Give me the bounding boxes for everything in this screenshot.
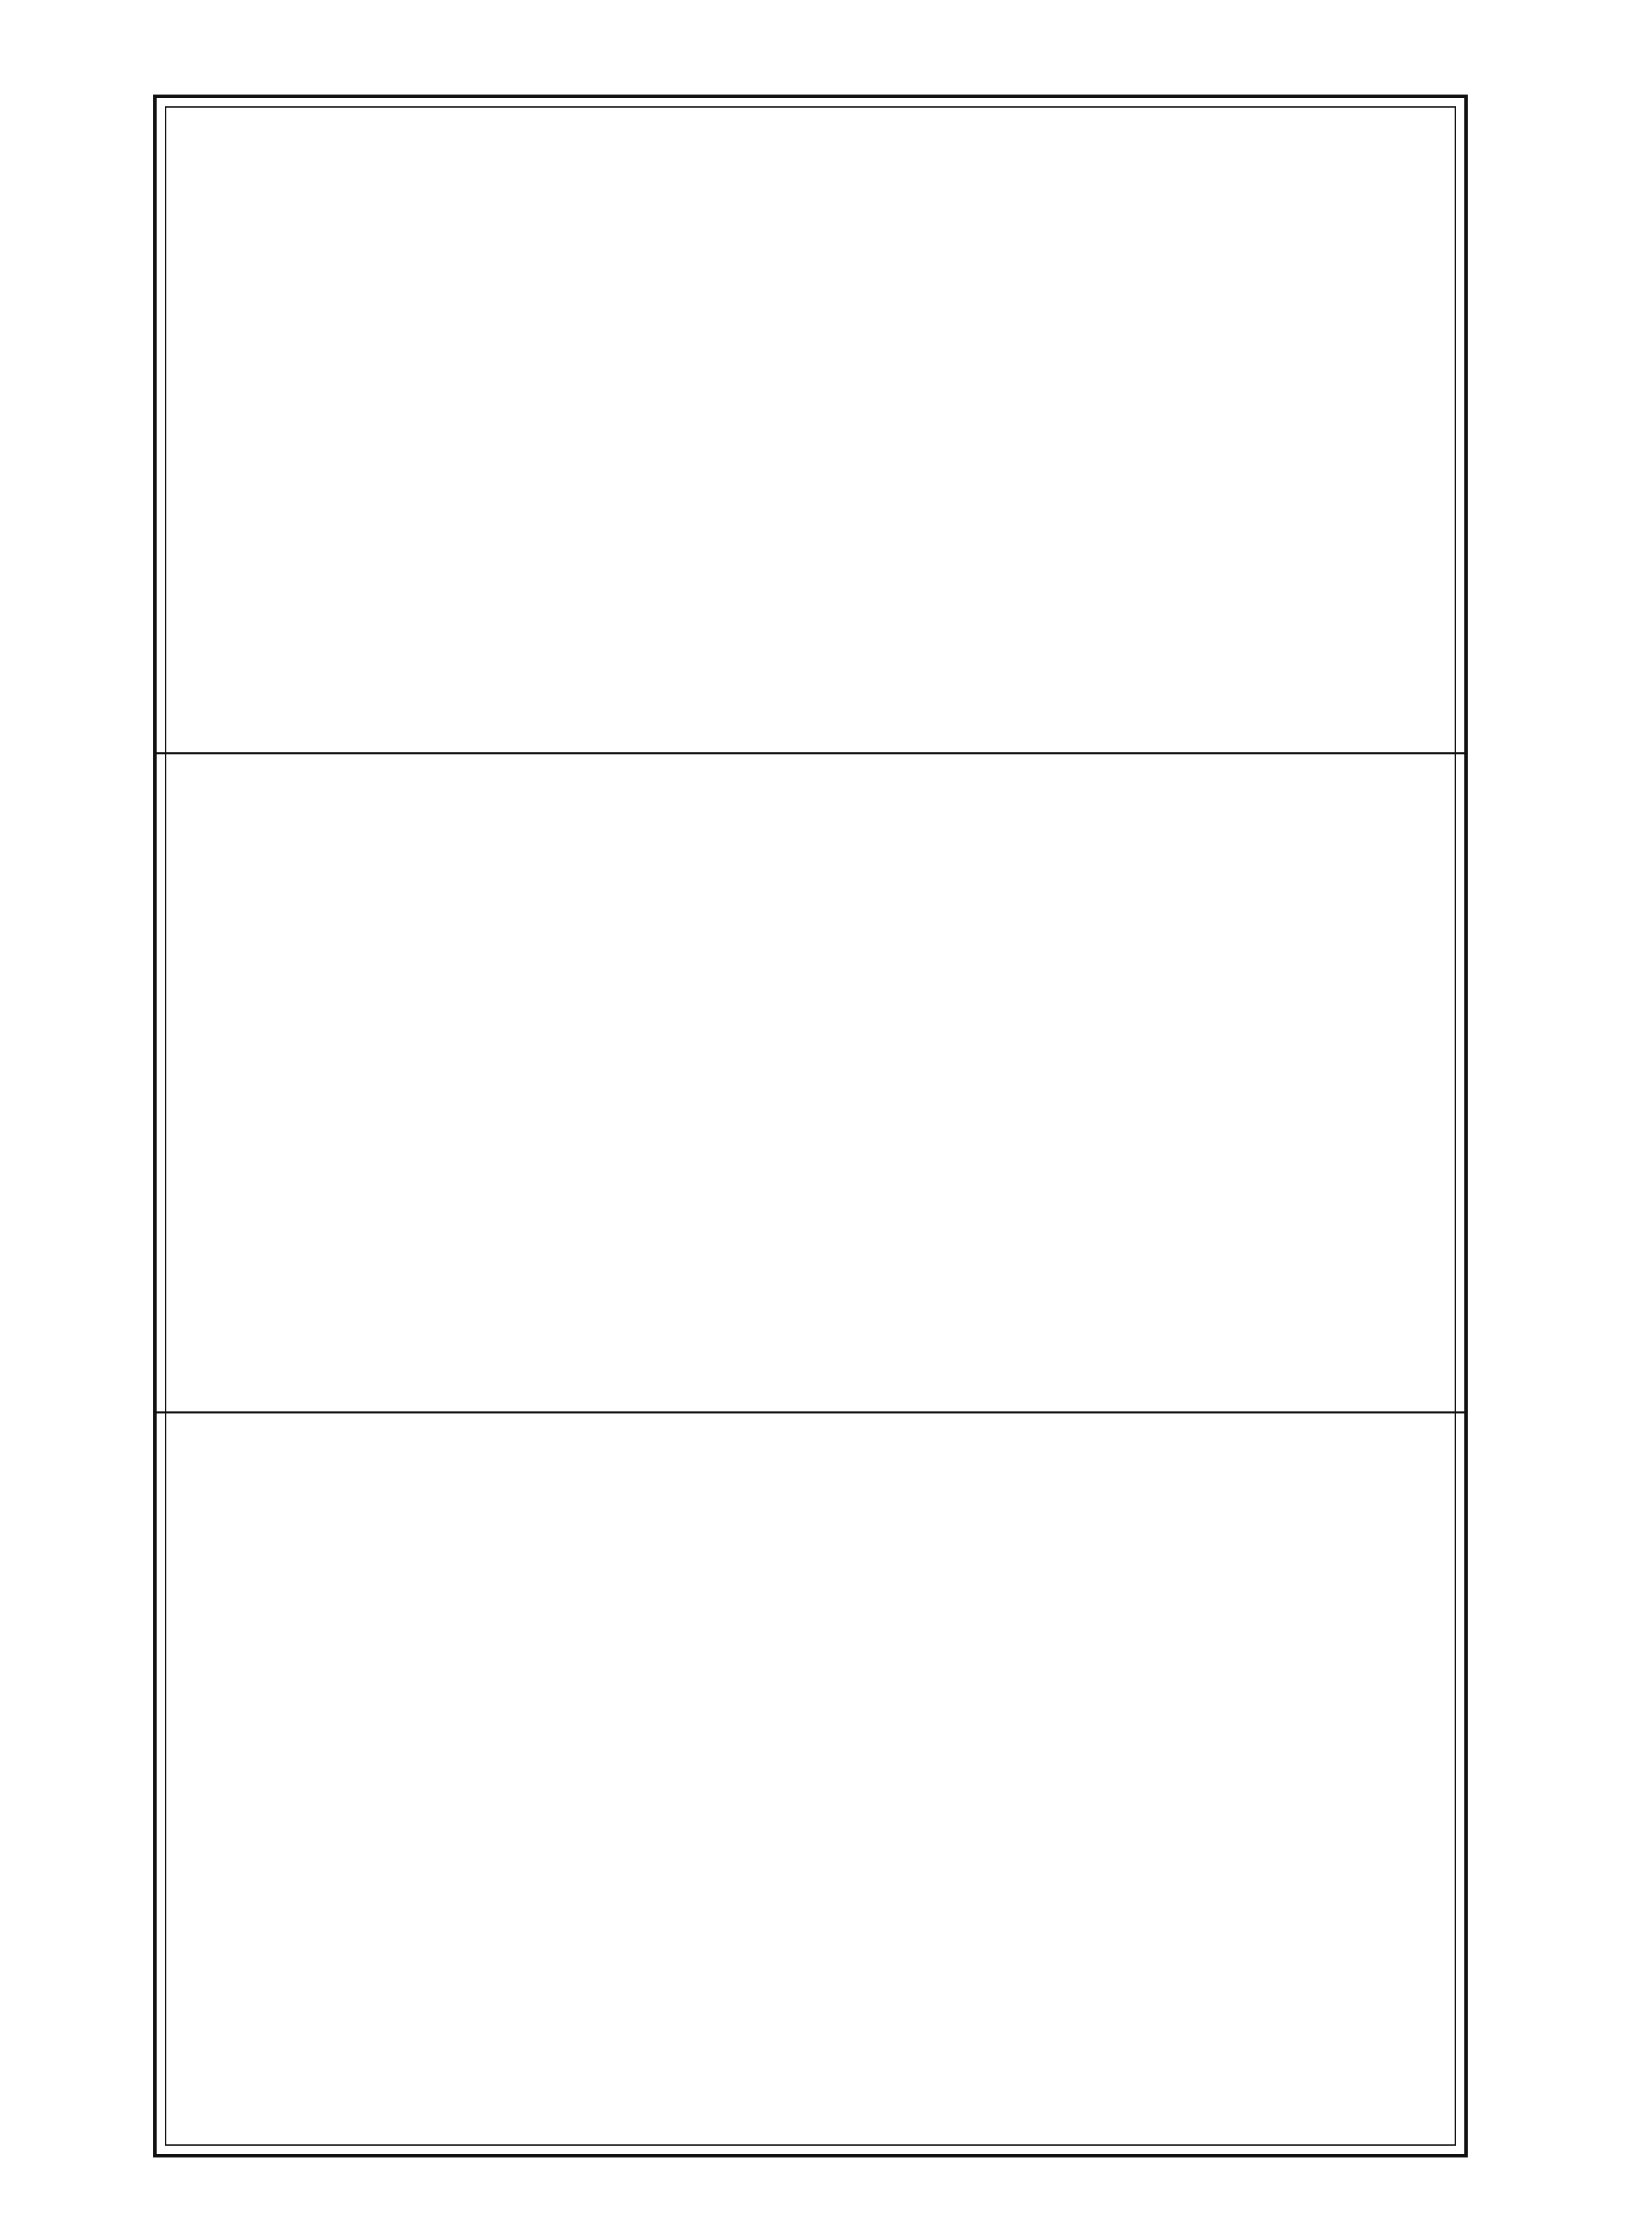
section-divider-1 — [157, 752, 1464, 754]
verse-section — [191, 174, 1440, 740]
page-frame — [153, 95, 1468, 2157]
glossary-section — [502, 1420, 1413, 2137]
commentary-section — [191, 757, 1413, 1406]
margin-header — [1477, 104, 1525, 449]
section-divider-2 — [157, 1411, 1464, 1413]
